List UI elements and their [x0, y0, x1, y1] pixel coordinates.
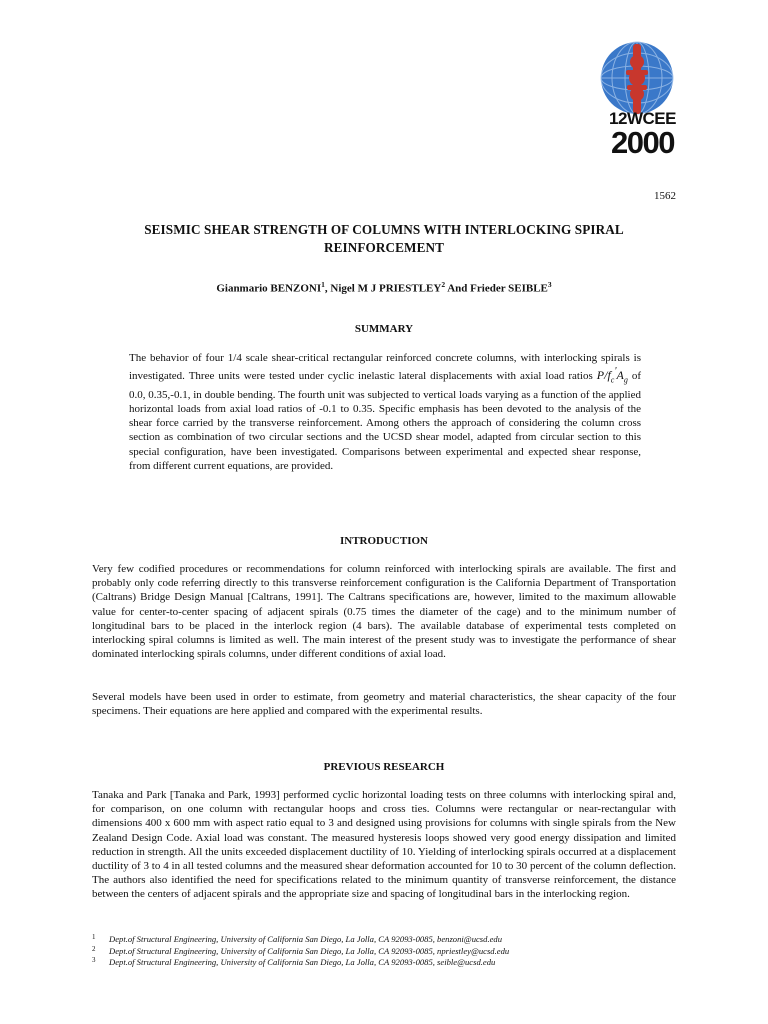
paper-title-line-2: REINFORCEMENT	[324, 240, 444, 255]
footnote-text: Dept.of Structural Engineering, University of California San Diego, La Jolla, CA 92093-0085, benzoni@ucsd.edu	[109, 934, 503, 944]
footnote-mark: 1	[92, 933, 96, 941]
previous-research-paragraph: Tanaka and Park [Tanaka and Park, 1993] performed cyclic horizontal loading tests on three columns with interlocking spiral and, for comparison, on one column with rectangular hoops and cross ties. Columns were rectangular or near-rectangular with dimensions 400 x 600 mm with aspect ratio equal to 3 and designed using provisions for columns with single spirals from the New Zealand Design Code. Axial load was constant. The measured hysteresis loops showed very good energy dissipation and limited reduction in strength. All the units exceeded displacement ductility of 10. Yielding of interlocking spirals occurred at a displacement ductility of 3 to 4 in all tested columns and the measured shear deformation accounted for 10 to 30 percent of the column deflection. The authors also identified the need for specifications related to the minimum quantity of transverse reinforcement, the distance between the centers of adjacent spirals and the appropriate size and spacing of longitudinal bars in the interlocking region.	[92, 789, 676, 901]
author-affiliation-mark: 2	[441, 280, 446, 289]
footnote-text: Dept.of Structural Engineering, University of California San Diego, La Jolla, CA 92093-0085, npriestley@ucsd.edu	[109, 945, 510, 956]
summary-paragraph	[129, 351, 641, 473]
footnote	[92, 934, 676, 946]
author-list	[92, 280, 676, 295]
author-affiliation-mark: 1	[321, 280, 325, 289]
footnote-text: Dept.of Structural Engineering, University of California San Diego, La Jolla, CA 92093-0085, seible@ucsd.edu	[109, 957, 496, 968]
paper-title-line-1: SEISMIC SHEAR STRENGTH OF COLUMNS WITH INTERLOCKING SPIRAL	[144, 222, 624, 237]
axial-load-ratio-formula: $P/f_c'A_g$	[596, 366, 628, 385]
author-separator: ,	[324, 282, 331, 295]
summary-heading: SUMMARY	[354, 323, 414, 335]
author-affiliation-mark: 3	[547, 280, 552, 289]
page-number: 1562	[654, 190, 676, 202]
author-name: Frieder SEIBLE	[470, 282, 548, 295]
author-name: Gianmario BENZONI	[216, 282, 322, 295]
introduction-heading: INTRODUCTION	[339, 535, 428, 547]
footnote-mark: 2	[92, 944, 96, 953]
footnote	[92, 957, 676, 969]
footnote-mark: 3	[92, 956, 96, 965]
footnotes	[92, 934, 676, 969]
conference-logo-text	[605, 110, 680, 158]
introduction-paragraph: Very few codified procedures or recommendations for column reinforced with interlocking spirals are available. The first and probably only code referring directly to this transverse reinforcement configuration is the California Department of Transportation (Caltrans) Bridge Design Manual [Caltrans, 1991]. The Caltrans specifications are, however, limited to the maximum allowable value for center-to-center spacing of adjacent spirals (0.75 times the diameter of the cage) and to the minimum number of longitudinal bars to be placed in the interlock region (4 bars). The available database of experimental tests completed on interlocking spiral columns is limited as well. The main interest of the present study was to investigate the performance of shear dominated interlocking spirals columns, under different conditions of axial load.	[92, 563, 676, 661]
previous-research-heading: PREVIOUS RESEARCH	[323, 761, 445, 773]
logo-line-12wcee: 12WCEE	[609, 109, 676, 128]
paper-title	[92, 221, 676, 257]
logo-line-2000: 2000	[611, 125, 674, 160]
summary-text-part-1: The behavior of four 1/4 scale shear-critical rectangular reinforced concrete columns, with interlocking spirals is investigated. Three units were tested under cyclic inelastic lateral displacements with axial load ratios	[129, 352, 641, 383]
author-separator: And	[445, 282, 471, 295]
author-name: Nigel M J PRIESTLEY	[330, 282, 442, 295]
summary-text-part-2: of 0.0, 0.35,-0.1, in double bending. The fourth unit was subjected to vertical loads varying as a function of the applied horizontal loads from axial load ratios of -0.1 to 0.35. Specific emphasis has been devoted to the analysis of the shear force carried by the transverse reinforcement. Among others the approach of considering the column cross section as combination of two circular sections and the UCSD shear model, adapted from circular section to this special configuration, have been investigated. Comparisons between experimental and expected shear response, from different current equations, are provided.	[129, 370, 642, 472]
introduction-paragraph: Several models have been used in order to estimate, from geometry and material characteristics, the shear capacity of the four specimens. Their equations are here applied and compared with the experimental results.	[92, 691, 676, 718]
footnote	[92, 946, 676, 958]
